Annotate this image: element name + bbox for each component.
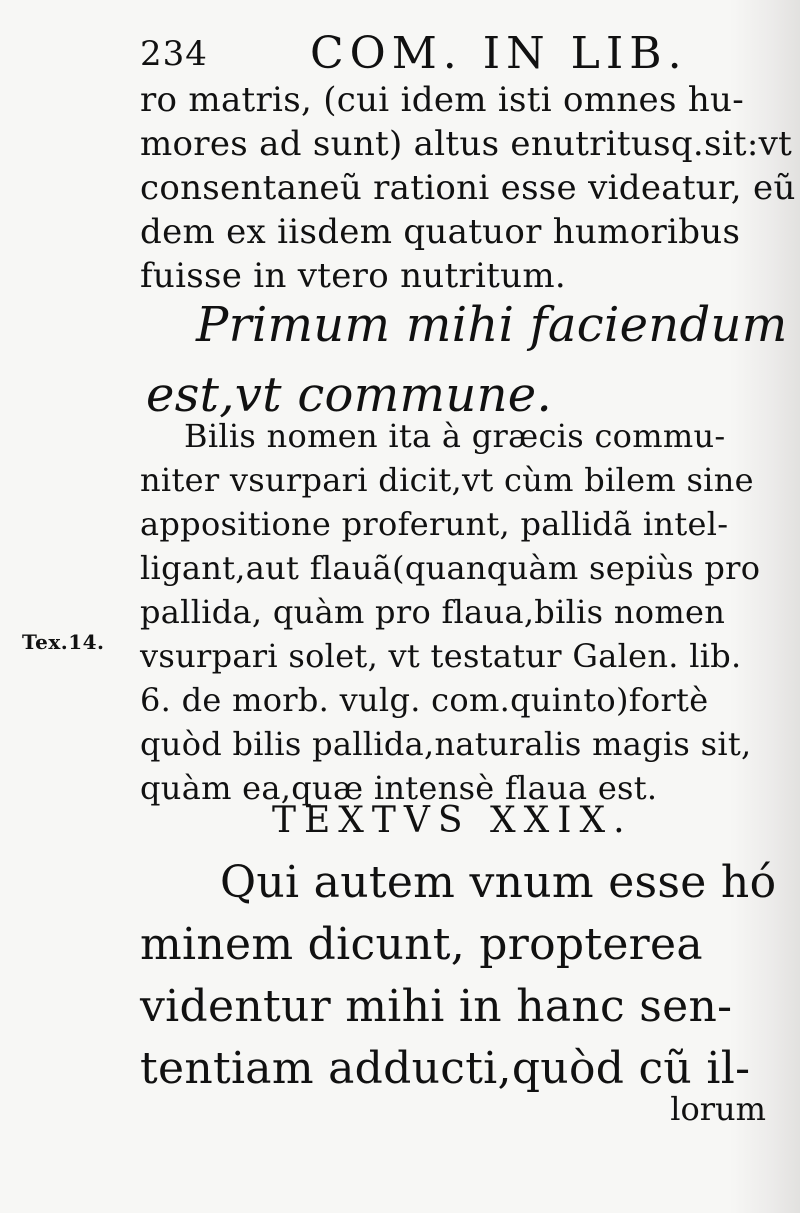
text-line: fuisse in vtero nutritum. xyxy=(140,256,566,296)
text-line: minem dicunt, propterea xyxy=(140,919,703,970)
text-line: mores ad sunt) altus enutritusq.sit:vt xyxy=(140,124,793,164)
lemma-line: Primum mihi faciendum xyxy=(196,297,788,353)
page-header xyxy=(140,28,780,78)
page-number: 234 xyxy=(140,34,208,74)
text-line: Qui autem vnum esse hó xyxy=(220,857,777,908)
lemma-quotation xyxy=(140,290,788,430)
text-line: ro matris, (cui idem isti omnes hu- xyxy=(140,80,745,120)
text-line: Bilis nomen ita à græcis commu- xyxy=(184,417,726,455)
text-line: quòd bilis pallida,naturalis magis sit, xyxy=(140,725,752,763)
catchword: lorum xyxy=(670,1090,766,1128)
text-line: ligant,aut flauã(quanquàm sepiùs pro xyxy=(140,549,761,587)
running-head: COM. IN LIB. xyxy=(310,28,688,79)
text-line: appositione proferunt, pallidã intel- xyxy=(140,505,729,543)
text-line: pallida, quàm pro flaua,bilis nomen xyxy=(140,593,726,631)
continued-paragraph xyxy=(140,78,796,298)
text-line: videntur mihi in hanc sen- xyxy=(140,981,733,1032)
text-line: 6. de morb. vulg. com.quinto)fortè xyxy=(140,681,709,719)
section-heading: TEXTVS XXIX. xyxy=(272,800,633,841)
text-line: niter vsurpari dicit,vt cùm bilem sine xyxy=(140,461,754,499)
text-line: quàm ea,quæ intensè flaua est. xyxy=(140,769,658,807)
lemma-line: est,vt commune. xyxy=(146,367,553,423)
text-line: vsurpari solet, vt testatur Galen. lib. xyxy=(140,637,742,675)
text-line: tentiam adducti,quòd cũ il- xyxy=(140,1043,751,1094)
textus-paragraph xyxy=(140,852,780,1100)
text-line: consentaneũ rationi esse videatur, eũ xyxy=(140,168,796,208)
commentary-paragraph xyxy=(140,414,780,810)
marginal-note: Tex.14. xyxy=(22,630,105,654)
text-line: dem ex iisdem quatuor humoribus xyxy=(140,212,741,252)
